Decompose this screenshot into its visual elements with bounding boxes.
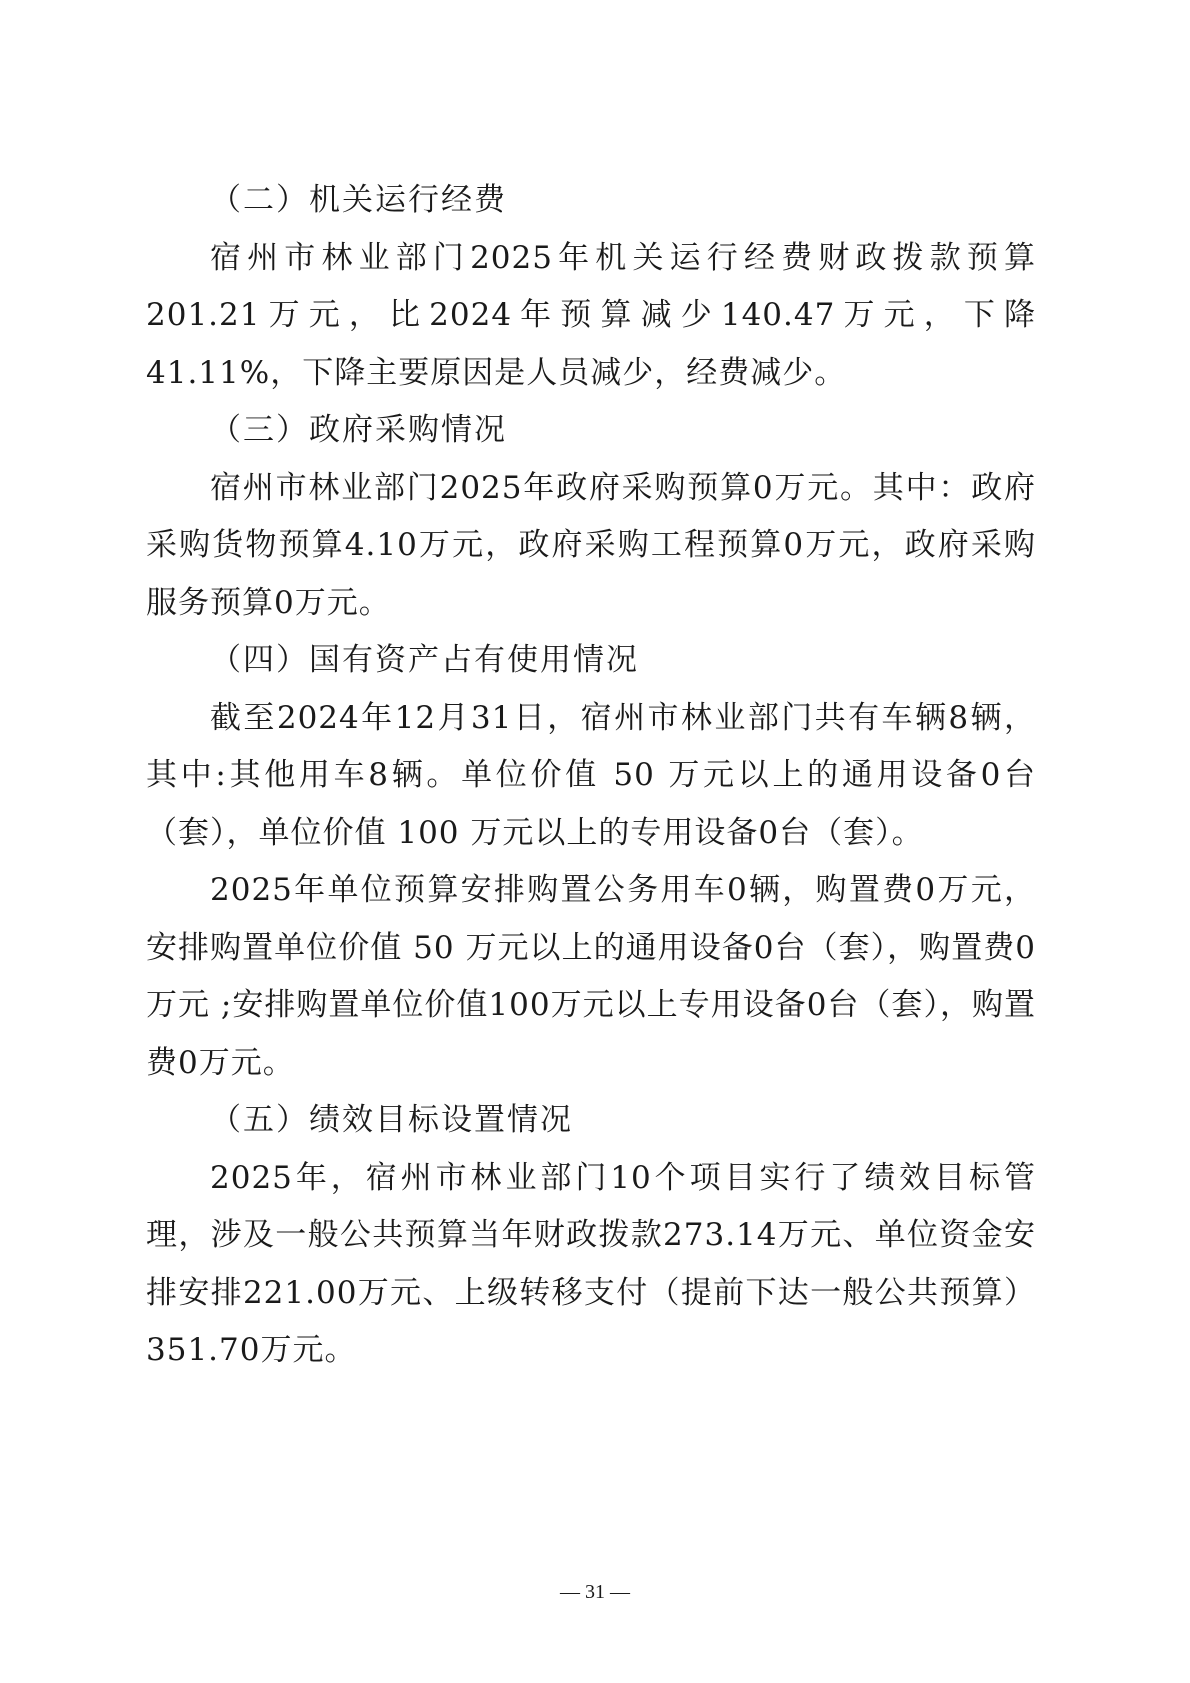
paragraph-state-assets-purchases: 2025年单位预算安排购置公务用车0辆，购置费0万元，安排购置单位价值 50 万元以上的通用设备0台（套），购置费0万元 ;安排购置单位价值100万元以上专用设备0台（套），购置费0万元。 bbox=[146, 872, 1036, 1081]
section-heading-government-procurement: （三）政府采购情况 bbox=[210, 412, 507, 448]
paragraph-operating-expenses: 宿州市林业部门2025年机关运行经费财政拨款预算201.21万元，比2024年预算减少140.47万元，下降41.11%，下降主要原因是人员减少，经费减少。 bbox=[146, 239, 1036, 391]
paragraph-performance-targets: 2025年，宿州市林业部门10个项目实行了绩效目标管理，涉及一般公共预算当年财政拨款273.14万元、单位资金安排安排221.00万元、上级转移支付（提前下达一般公共预算）351.70万元。 bbox=[146, 1159, 1036, 1368]
page-number: — 31 — bbox=[560, 1581, 630, 1603]
paragraph-state-assets-vehicles: 截至2024年12月31日，宿州市林业部门共有车辆8辆，其中:其他用车8辆。单位价值 50 万元以上的通用设备0台（套），单位价值 100 万元以上的专用设备0台（套）。 bbox=[146, 699, 1036, 851]
paragraph-government-procurement: 宿州市林业部门2025年政府采购预算0万元。其中：政府采购货物预算4.10万元，政府采购工程预算0万元，政府采购服务预算0万元。 bbox=[146, 469, 1036, 621]
section-heading-operating-expenses: （二）机关运行经费 bbox=[210, 182, 507, 218]
section-heading-performance-targets: （五）绩效目标设置情况 bbox=[210, 1102, 573, 1138]
page-body bbox=[146, 172, 1036, 1380]
section-heading-state-assets: （四）国有资产占有使用情况 bbox=[210, 642, 639, 678]
